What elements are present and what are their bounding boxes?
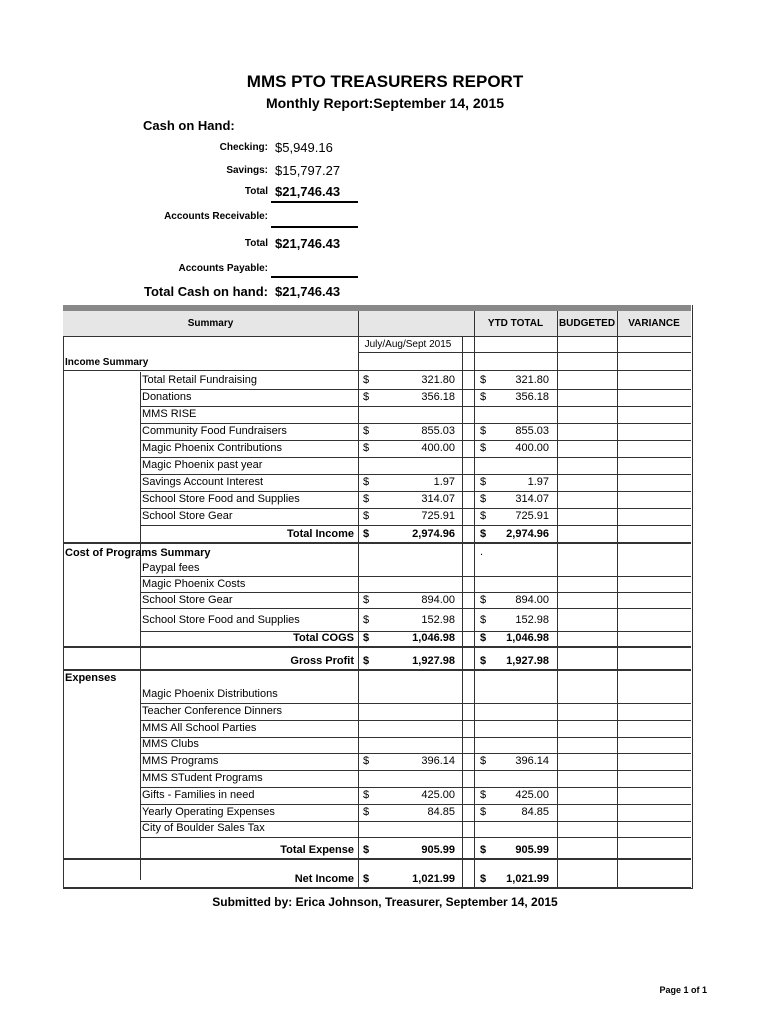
total-cogs-label: Total COGS <box>293 632 354 644</box>
row-rule <box>358 608 691 609</box>
gross-profit-dollar-2: $ <box>480 655 487 667</box>
cogs-row-value-1: 152.98 <box>421 614 455 626</box>
total-income-dollar-1: $ <box>363 528 370 540</box>
total-income-value-1: 2,974.96 <box>412 528 455 540</box>
total-cogs-dollar-1: $ <box>363 632 370 644</box>
net-income-dollar-1: $ <box>363 873 370 885</box>
expense-row-label: MMS Programs <box>142 755 219 768</box>
total-rule <box>63 669 691 671</box>
expense-row-label: MMS Clubs <box>142 738 199 751</box>
row-rule <box>140 406 358 407</box>
ap-underline <box>271 276 358 278</box>
col-variance-header: VARIANCE <box>628 318 680 329</box>
total-value: $21,746.43 <box>275 184 341 199</box>
report-title: MMS PTO TREASURERS REPORT <box>246 72 524 91</box>
income-row-value-2: 356.18 <box>515 391 549 403</box>
col-budgeted-header: BUDGETED <box>558 318 616 329</box>
income-summary-heading: Income Summary <box>65 357 149 368</box>
row-rule <box>358 703 691 704</box>
total-underline <box>271 201 358 203</box>
checking-label: Checking: <box>219 142 268 153</box>
income-row-dollar-2: $ <box>480 510 487 522</box>
income-row-label: MMS RISE <box>142 408 197 420</box>
total-label: Total <box>244 186 268 197</box>
row-rule <box>358 457 691 458</box>
row-rule <box>140 592 358 593</box>
accounts-receivable-label: Accounts Receivable: <box>164 211 268 222</box>
cash-on-hand-heading: Cash on Hand: <box>143 118 235 133</box>
row-rule <box>140 389 358 390</box>
period-header: July/Aug/Sept 2015 <box>364 339 452 350</box>
row-rule <box>358 576 691 577</box>
cogs-summary-heading: Cost of Programs Summary <box>65 547 211 559</box>
accounts-payable-label: Accounts Payable: <box>178 263 268 274</box>
total2-label: Total <box>244 238 268 249</box>
row-rule <box>358 821 691 822</box>
row-rule <box>140 525 358 526</box>
row-rule <box>140 608 358 609</box>
income-row-value-1: 356.18 <box>421 391 455 403</box>
row-rule <box>358 737 691 738</box>
income-row-label: Community Food Fundraisers <box>142 425 287 437</box>
row-rule <box>358 440 691 441</box>
income-row-value-1: 314.07 <box>421 493 455 505</box>
total-expense-label: Total Expense <box>280 844 354 856</box>
row-rule <box>140 491 358 492</box>
total-rule <box>63 542 691 544</box>
expense-row-value-2: 396.14 <box>515 755 549 768</box>
expense-row-label: MMS All School Parties <box>142 721 257 734</box>
report-subtitle: Monthly Report:September 14, 2015 <box>265 95 505 111</box>
total-income-dollar-2: $ <box>480 528 487 540</box>
expense-row-label: Magic Phoenix Distributions <box>142 688 278 700</box>
cogs-row-label: Paypal fees <box>142 562 200 574</box>
row-rule <box>358 770 691 771</box>
expenses-heading: Expenses <box>65 672 117 684</box>
income-row-dollar-2: $ <box>480 493 487 505</box>
row-rule <box>358 389 691 390</box>
income-row-dollar-2: $ <box>480 391 487 403</box>
expense-row-value-1: 425.00 <box>421 788 455 801</box>
checking-value: $5,949.16 <box>275 140 333 155</box>
expense-row-label: Yearly Operating Expenses <box>142 805 275 818</box>
net-income-value-1: 1,021.99 <box>412 873 455 885</box>
income-header-rule <box>63 370 691 371</box>
cogs-row-label: School Store Food and Supplies <box>142 614 300 626</box>
total-expense-dollar-1: $ <box>363 844 370 856</box>
cogs-row-dollar-1: $ <box>363 614 370 626</box>
row-rule <box>358 837 691 838</box>
income-row-value-1: 725.91 <box>421 510 455 522</box>
cogs-row-value-1: 894.00 <box>421 594 455 606</box>
income-row-dollar-1: $ <box>363 391 370 403</box>
cogs-row-label: Magic Phoenix Costs <box>142 578 246 590</box>
income-row-dollar-1: $ <box>363 510 370 522</box>
gross-profit-value-2: 1,927.98 <box>506 655 549 667</box>
income-row-value-1: 321.80 <box>421 374 455 386</box>
col-rule <box>358 311 359 888</box>
row-rule <box>140 576 358 577</box>
expense-row-value-1: 84.85 <box>427 805 455 818</box>
cogs-row-value-2: 152.98 <box>515 614 549 626</box>
income-row-value-1: 855.03 <box>421 425 455 437</box>
total-cogs-dollar-2: $ <box>480 632 487 644</box>
income-row-label: School Store Food and Supplies <box>142 493 300 505</box>
row-rule <box>358 474 691 475</box>
total-cogs-value-1: 1,046.98 <box>412 632 455 644</box>
net-income-value-2: 1,021.99 <box>506 873 549 885</box>
col-rule <box>462 336 463 888</box>
expense-row-dollar-2: $ <box>480 788 487 801</box>
row-rule <box>358 508 691 509</box>
net-income-label: Net Income <box>294 873 354 885</box>
row-rule <box>140 440 358 441</box>
ar-underline <box>271 226 358 228</box>
total-rule <box>63 887 691 889</box>
cogs-row-dollar-2: $ <box>480 594 487 606</box>
row-rule <box>140 508 358 509</box>
income-row-value-2: 855.03 <box>515 425 549 437</box>
expense-row-label: MMS STudent Programs <box>142 772 263 784</box>
income-row-dollar-2: $ <box>480 425 487 437</box>
row-rule <box>358 491 691 492</box>
expense-row-dollar-1: $ <box>363 788 370 801</box>
row-rule <box>358 720 691 721</box>
income-row-label: Magic Phoenix Contributions <box>142 442 283 454</box>
row-rule <box>140 457 358 458</box>
total-income-value-2: 2,974.96 <box>506 528 549 540</box>
income-row-dollar-1: $ <box>363 493 370 505</box>
row-rule <box>358 423 691 424</box>
total-expense-dollar-2: $ <box>480 844 487 856</box>
savings-value: $15,797.27 <box>275 163 341 178</box>
page-number: Page 1 of 1 <box>659 985 707 995</box>
period-rule <box>358 352 691 353</box>
row-rule <box>358 525 691 526</box>
total-cash-on-hand-value: $21,746.43 <box>275 284 341 299</box>
submitted-by: Submitted by: Erica Johnson, Treasurer, September 14, 2015 <box>212 895 558 909</box>
total-expense-value-2: 905.99 <box>515 844 549 856</box>
income-row-value-1: 1.97 <box>433 476 455 488</box>
total-cash-on-hand-label: Total Cash on hand: <box>144 284 268 299</box>
expense-row-value-1: 396.14 <box>421 755 455 768</box>
col-rule <box>557 311 558 888</box>
total-cogs-value-2: 1,046.98 <box>506 632 549 644</box>
income-row-dollar-1: $ <box>363 374 370 386</box>
net-income-dollar-2: $ <box>480 873 487 885</box>
col-summary-header: Summary <box>187 318 234 329</box>
cogs-row-dollar-2: $ <box>480 614 487 626</box>
income-row-label: School Store Gear <box>142 510 233 522</box>
row-rule <box>358 406 691 407</box>
total-rule <box>63 646 691 648</box>
income-row-dollar-1: $ <box>363 476 370 488</box>
cogs-dot: . <box>480 546 484 558</box>
income-row-value-2: 314.07 <box>515 493 549 505</box>
income-row-value-2: 400.00 <box>515 442 549 454</box>
total-rule <box>63 858 691 860</box>
row-rule <box>140 474 358 475</box>
cogs-row-dollar-1: $ <box>363 594 370 606</box>
expense-row-dollar-2: $ <box>480 805 487 818</box>
gross-profit-label: Gross Profit <box>290 655 354 667</box>
income-row-value-2: 725.91 <box>515 510 549 522</box>
total2-value: $21,746.43 <box>275 236 341 251</box>
income-row-dollar-1: $ <box>363 425 370 437</box>
row-rule <box>140 423 358 424</box>
income-row-label: Magic Phoenix past year <box>142 459 263 471</box>
expense-row-value-2: 425.00 <box>515 788 549 801</box>
income-row-dollar-1: $ <box>363 442 370 454</box>
col-ytd-header: YTD TOTAL <box>487 318 544 329</box>
expense-row-label: City of Boulder Sales Tax <box>142 822 265 835</box>
col-rule <box>474 311 475 888</box>
total-income-label: Total Income <box>286 528 354 540</box>
income-row-dollar-2: $ <box>480 442 487 454</box>
row-rule <box>358 592 691 593</box>
expense-row-label: Teacher Conference Dinners <box>142 704 283 717</box>
income-row-value-1: 400.00 <box>421 442 455 454</box>
income-row-value-2: 1.97 <box>527 476 549 488</box>
expense-row-dollar-1: $ <box>363 805 370 818</box>
income-row-dollar-2: $ <box>480 476 487 488</box>
expense-row-value-2: 84.85 <box>521 805 549 818</box>
income-row-label: Total Retail Fundraising <box>142 374 257 386</box>
col-rule <box>617 311 618 888</box>
expense-row-dollar-1: $ <box>363 755 370 768</box>
row-rule <box>140 837 358 838</box>
expense-row-label: Gifts - Families in need <box>142 788 255 801</box>
gross-profit-dollar-1: $ <box>363 655 370 667</box>
income-row-label: Savings Account Interest <box>142 476 264 488</box>
cogs-row-label: School Store Gear <box>142 594 233 606</box>
gross-profit-value-1: 1,927.98 <box>412 655 455 667</box>
savings-label: Savings: <box>226 165 268 176</box>
cogs-row-value-2: 894.00 <box>515 594 549 606</box>
income-row-label: Donations <box>142 391 192 403</box>
income-row-value-2: 321.80 <box>515 374 549 386</box>
expense-row-dollar-2: $ <box>480 755 487 768</box>
income-row-dollar-2: $ <box>480 374 487 386</box>
total-expense-value-1: 905.99 <box>421 844 455 856</box>
